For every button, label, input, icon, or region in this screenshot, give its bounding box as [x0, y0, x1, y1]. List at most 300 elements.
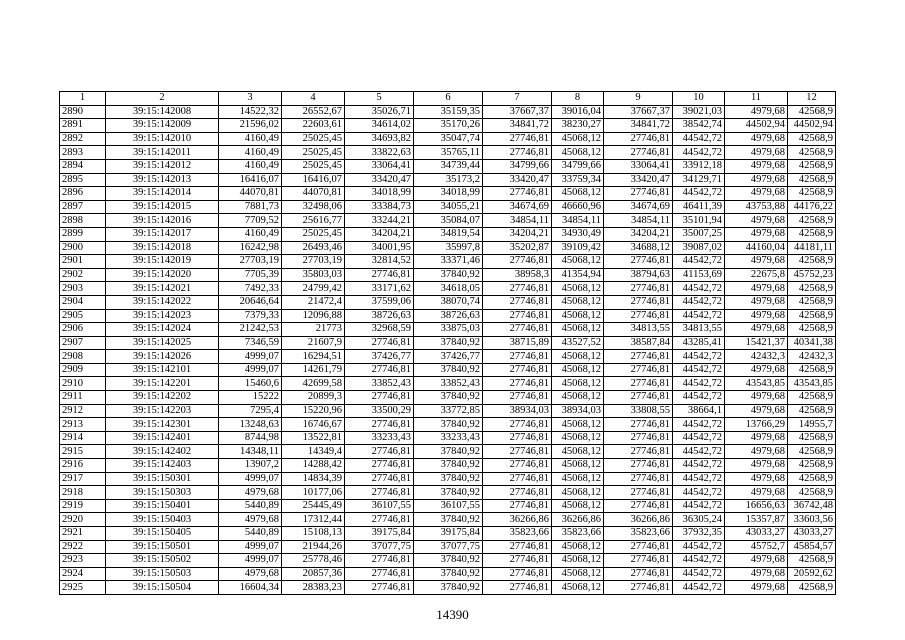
table-cell: 27746,81	[604, 431, 673, 445]
table-row	[60, 282, 836, 296]
table-cell: 43527,52	[552, 336, 604, 350]
table-cell: 44070,81	[219, 187, 282, 201]
table-cell: 2917	[60, 472, 106, 486]
table-cell: 33822,63	[345, 146, 414, 160]
table-cell: 34841,72	[604, 119, 673, 133]
table-cell: 42568,9	[788, 282, 836, 296]
table-cell: 37599,06	[345, 295, 414, 309]
table-cell: 7881,73	[219, 200, 282, 214]
table-cell: 2923	[60, 554, 106, 568]
table-cell: 12	[788, 92, 836, 106]
table-row	[60, 554, 836, 568]
table-cell: 27746,81	[345, 459, 414, 473]
table-cell: 27746,81	[345, 418, 414, 432]
table-cell: 16416,07	[219, 173, 282, 187]
table-cell: 4999,07	[219, 363, 282, 377]
table-cell: 27746,81	[604, 581, 673, 595]
table-cell: 33875,03	[414, 323, 483, 337]
table-cell: 34693,82	[345, 132, 414, 146]
table-cell: 38726,63	[414, 309, 483, 323]
table-cell: 45068,12	[552, 309, 604, 323]
table-cell: 42568,9	[788, 295, 836, 309]
table-cell: 40341,38	[788, 336, 836, 350]
table-cell: 36266,86	[552, 513, 604, 527]
table-cell: 27746,81	[345, 268, 414, 282]
table-cell: 21607,9	[282, 336, 345, 350]
table-cell: 35047,74	[414, 132, 483, 146]
table-cell: 10	[673, 92, 725, 106]
table-cell: 39:15:150502	[106, 554, 219, 568]
table-cell: 45068,12	[552, 295, 604, 309]
table-cell: 42568,9	[788, 323, 836, 337]
table-cell: 45068,12	[552, 431, 604, 445]
table-cell: 4979,68	[725, 214, 788, 228]
table-cell: 38934,03	[483, 404, 552, 418]
table-row	[60, 472, 836, 486]
table-row	[60, 241, 836, 255]
table-cell: 38715,89	[483, 336, 552, 350]
table-cell: 27746,81	[483, 581, 552, 595]
table-cell: 39:15:142018	[106, 241, 219, 255]
table-cell: 2914	[60, 431, 106, 445]
table-cell: 44542,72	[673, 391, 725, 405]
table-cell: 21472,4	[282, 295, 345, 309]
table-cell: 27746,81	[483, 132, 552, 146]
table-cell: 37667,37	[604, 105, 673, 119]
table-cell: 15222	[219, 391, 282, 405]
table-cell: 45068,12	[552, 363, 604, 377]
table-cell: 45854,57	[788, 540, 836, 554]
table-cell: 42568,9	[788, 105, 836, 119]
table-cell: 2895	[60, 173, 106, 187]
table-cell: 4979,68	[725, 159, 788, 173]
table-cell: 27746,81	[483, 459, 552, 473]
table-cell: 44542,72	[673, 567, 725, 581]
table-cell: 38542,74	[673, 119, 725, 133]
table-row	[60, 146, 836, 160]
table-cell: 2896	[60, 187, 106, 201]
table-cell: 27746,81	[604, 363, 673, 377]
table-cell: 11	[725, 92, 788, 106]
table-cell: 42568,9	[788, 445, 836, 459]
table-cell: 43285,41	[673, 336, 725, 350]
page-number: 14390	[436, 607, 469, 622]
table-cell: 15220,96	[282, 404, 345, 418]
table-cell: 14348,11	[219, 445, 282, 459]
table-cell: 27746,81	[483, 418, 552, 432]
table-cell: 45068,12	[552, 132, 604, 146]
table-cell: 42568,9	[788, 363, 836, 377]
table-cell: 37840,92	[414, 554, 483, 568]
table-cell: 4	[282, 92, 345, 106]
table-cell: 28383,23	[282, 581, 345, 595]
table-cell: 22603,61	[282, 119, 345, 133]
table-cell: 2910	[60, 377, 106, 391]
table-cell: 34129,71	[673, 173, 725, 187]
table-cell: 44181,11	[788, 241, 836, 255]
table-cell: 15357,87	[725, 513, 788, 527]
table-cell: 33384,73	[345, 200, 414, 214]
table-cell: 42568,9	[788, 459, 836, 473]
table-cell: 35007,25	[673, 227, 725, 241]
table-cell: 4979,68	[725, 309, 788, 323]
table-cell: 14955,7	[788, 418, 836, 432]
table-cell: 34739,44	[414, 159, 483, 173]
table-cell: 45068,12	[552, 445, 604, 459]
table-cell: 27746,81	[483, 323, 552, 337]
table-cell: 15108,13	[282, 527, 345, 541]
table-cell: 16294,51	[282, 350, 345, 364]
table-cell: 35101,94	[673, 214, 725, 228]
table-cell: 39:15:142203	[106, 404, 219, 418]
table-cell: 4979,68	[725, 486, 788, 500]
table-cell: 39:15:142025	[106, 336, 219, 350]
table-cell: 27746,81	[483, 187, 552, 201]
table-cell: 43033,27	[788, 527, 836, 541]
table-cell: 4999,07	[219, 472, 282, 486]
table-cell: 35159,35	[414, 105, 483, 119]
table-cell: 27746,81	[483, 554, 552, 568]
table-cell: 27746,81	[483, 146, 552, 160]
table-cell: 2922	[60, 540, 106, 554]
table-row	[60, 268, 836, 282]
table-cell: 45752,7	[725, 540, 788, 554]
table-cell: 45068,12	[552, 391, 604, 405]
table-cell: 38587,84	[604, 336, 673, 350]
table-cell: 34001,95	[345, 241, 414, 255]
table-cell: 45068,12	[552, 187, 604, 201]
table-cell: 36305,24	[673, 513, 725, 527]
table-cell: 39:15:142403	[106, 459, 219, 473]
table-cell: 27746,81	[483, 486, 552, 500]
table-cell: 39:15:142009	[106, 119, 219, 133]
table-cell: 39:15:142014	[106, 187, 219, 201]
table-cell: 37840,92	[414, 567, 483, 581]
table-cell: 2902	[60, 268, 106, 282]
table-row	[60, 132, 836, 146]
table-cell: 43753,88	[725, 200, 788, 214]
table-cell: 45068,12	[552, 146, 604, 160]
table-row	[60, 499, 836, 513]
table-cell: 7346,59	[219, 336, 282, 350]
table-cell: 9	[604, 92, 673, 106]
table-cell: 44542,72	[673, 363, 725, 377]
table-cell: 39:15:142101	[106, 363, 219, 377]
table-cell: 35765,11	[414, 146, 483, 160]
table-cell: 2890	[60, 105, 106, 119]
table-cell: 34018,99	[414, 187, 483, 201]
table-cell: 27746,81	[483, 540, 552, 554]
table-cell: 27746,81	[345, 363, 414, 377]
table-cell: 27746,81	[604, 377, 673, 391]
table-cell: 42568,9	[788, 309, 836, 323]
table-cell: 37840,92	[414, 391, 483, 405]
table-cell: 34841,72	[483, 119, 552, 133]
table-cell: 4979,68	[725, 255, 788, 269]
table-cell: 33064,41	[604, 159, 673, 173]
table-cell: 42568,9	[788, 255, 836, 269]
table-cell: 35202,87	[483, 241, 552, 255]
table-cell: 37840,92	[414, 363, 483, 377]
table-cell: 33371,46	[414, 255, 483, 269]
table-cell: 33852,43	[345, 377, 414, 391]
table-cell: 39:15:142022	[106, 295, 219, 309]
table-cell: 37840,92	[414, 336, 483, 350]
table-body	[60, 92, 836, 595]
table-cell: 42568,9	[788, 554, 836, 568]
table-cell: 42432,3	[788, 350, 836, 364]
table-cell: 39:15:142402	[106, 445, 219, 459]
table-header-row	[60, 92, 836, 106]
table-cell: 34018,99	[345, 187, 414, 201]
table-cell: 2916	[60, 459, 106, 473]
table-cell: 34618,05	[414, 282, 483, 296]
table-cell: 2894	[60, 159, 106, 173]
table-cell: 10177,06	[282, 486, 345, 500]
table-row	[60, 323, 836, 337]
table-cell: 27746,81	[345, 554, 414, 568]
table-cell: 26552,67	[282, 105, 345, 119]
table-cell: 39:15:150301	[106, 472, 219, 486]
table-row	[60, 187, 836, 201]
table-cell: 33244,21	[345, 214, 414, 228]
table-cell: 37840,92	[414, 445, 483, 459]
table-cell: 27746,81	[604, 282, 673, 296]
table-cell: 27746,81	[483, 499, 552, 513]
table-cell: 25616,77	[282, 214, 345, 228]
table-cell: 7709,52	[219, 214, 282, 228]
table-cell: 38726,63	[345, 309, 414, 323]
table-cell: 32814,52	[345, 255, 414, 269]
table-cell: 42568,9	[788, 391, 836, 405]
table-cell: 46411,39	[673, 200, 725, 214]
table-cell: 4979,68	[725, 323, 788, 337]
table-cell: 27746,81	[345, 391, 414, 405]
table-cell: 33171,62	[345, 282, 414, 296]
table-cell: 46660,96	[552, 200, 604, 214]
table-cell: 27746,81	[483, 377, 552, 391]
table-cell: 27746,81	[483, 295, 552, 309]
table-cell: 39:15:150405	[106, 527, 219, 541]
table-cell: 25778,46	[282, 554, 345, 568]
table-cell: 17312,44	[282, 513, 345, 527]
table-cell: 44176,22	[788, 200, 836, 214]
table-cell: 39:15:142020	[106, 268, 219, 282]
table-row	[60, 214, 836, 228]
table-cell: 27746,81	[345, 486, 414, 500]
table-cell: 4979,68	[725, 282, 788, 296]
table-cell: 39016,04	[552, 105, 604, 119]
table-cell: 33233,43	[345, 431, 414, 445]
table-cell: 33603,56	[788, 513, 836, 527]
table-cell: 27746,81	[483, 255, 552, 269]
table-cell: 4999,07	[219, 554, 282, 568]
table-cell: 33420,47	[483, 173, 552, 187]
table-cell: 42568,9	[788, 214, 836, 228]
table-cell: 4160,49	[219, 227, 282, 241]
table-cell: 4979,68	[725, 567, 788, 581]
table-cell: 42568,9	[788, 146, 836, 160]
table-cell: 16656,63	[725, 499, 788, 513]
table-cell: 27746,81	[483, 282, 552, 296]
table-row	[60, 363, 836, 377]
table-row	[60, 255, 836, 269]
table-cell: 45068,12	[552, 377, 604, 391]
table-cell: 4979,68	[725, 472, 788, 486]
table-cell: 39:15:142010	[106, 132, 219, 146]
table-cell: 33500,29	[345, 404, 414, 418]
table-cell: 37077,75	[345, 540, 414, 554]
table-cell: 7492,33	[219, 282, 282, 296]
table-cell: 20899,3	[282, 391, 345, 405]
table-cell: 44542,72	[673, 472, 725, 486]
table-cell: 4979,68	[725, 105, 788, 119]
table-cell: 15421,37	[725, 336, 788, 350]
table-cell: 37840,92	[414, 486, 483, 500]
table-cell: 36266,86	[604, 513, 673, 527]
table-cell: 44542,72	[673, 132, 725, 146]
table-cell: 37840,92	[414, 268, 483, 282]
table-cell: 39:15:142021	[106, 282, 219, 296]
table-cell: 13248,63	[219, 418, 282, 432]
table-cell: 42568,9	[788, 227, 836, 241]
table-cell: 7	[483, 92, 552, 106]
table-cell: 37840,92	[414, 581, 483, 595]
table-cell: 14522,32	[219, 105, 282, 119]
table-cell: 34204,21	[604, 227, 673, 241]
table-cell: 39:15:142012	[106, 159, 219, 173]
table-cell: 44542,72	[673, 581, 725, 595]
table-cell: 2904	[60, 295, 106, 309]
table-cell: 37932,35	[673, 527, 725, 541]
table-cell: 13766,29	[725, 418, 788, 432]
table-cell: 42568,9	[788, 404, 836, 418]
table-cell: 41153,69	[673, 268, 725, 282]
table-row	[60, 445, 836, 459]
table-cell: 27746,81	[604, 187, 673, 201]
table-cell: 2906	[60, 323, 106, 337]
table-row	[60, 173, 836, 187]
table-cell: 34854,11	[604, 214, 673, 228]
table-cell: 43543,85	[725, 377, 788, 391]
table-cell: 34799,66	[483, 159, 552, 173]
table-cell: 42568,9	[788, 431, 836, 445]
table-cell: 13522,81	[282, 431, 345, 445]
table-cell: 4160,49	[219, 132, 282, 146]
table-cell: 44542,72	[673, 445, 725, 459]
table-cell: 44502,94	[725, 119, 788, 133]
table-cell: 27746,81	[604, 554, 673, 568]
table-cell: 33064,41	[345, 159, 414, 173]
table-cell: 34813,55	[673, 323, 725, 337]
table-cell: 39:15:150401	[106, 499, 219, 513]
table-cell: 34614,02	[345, 119, 414, 133]
table-cell: 13907,2	[219, 459, 282, 473]
table-cell: 1	[60, 92, 106, 106]
table-row	[60, 295, 836, 309]
table-cell: 27746,81	[604, 540, 673, 554]
table-cell: 42568,9	[788, 159, 836, 173]
table-cell: 33772,85	[414, 404, 483, 418]
table-cell: 4979,68	[725, 173, 788, 187]
table-cell: 27746,81	[483, 363, 552, 377]
table-row	[60, 540, 836, 554]
table-cell: 4160,49	[219, 159, 282, 173]
table-cell: 7295,4	[219, 404, 282, 418]
table-cell: 44542,72	[673, 187, 725, 201]
table-cell: 2893	[60, 146, 106, 160]
table-cell: 33420,47	[345, 173, 414, 187]
table-row	[60, 581, 836, 595]
table-cell: 37840,92	[414, 472, 483, 486]
table-cell: 35173,2	[414, 173, 483, 187]
table-cell: 44542,72	[673, 540, 725, 554]
table-cell: 39:15:142024	[106, 323, 219, 337]
table-cell: 35997,8	[414, 241, 483, 255]
table-cell: 27746,81	[483, 391, 552, 405]
table-cell: 2907	[60, 336, 106, 350]
table-row	[60, 486, 836, 500]
table-cell: 34674,69	[483, 200, 552, 214]
table-cell: 2912	[60, 404, 106, 418]
table-cell: 2908	[60, 350, 106, 364]
table-cell: 2925	[60, 581, 106, 595]
table-cell: 6	[414, 92, 483, 106]
table-cell: 44542,72	[673, 255, 725, 269]
table-cell: 2900	[60, 241, 106, 255]
table-row	[60, 159, 836, 173]
table-cell: 4979,68	[219, 486, 282, 500]
table-cell: 44542,72	[673, 486, 725, 500]
table-row	[60, 459, 836, 473]
table-cell: 27746,81	[604, 132, 673, 146]
table-cell: 24799,42	[282, 282, 345, 296]
table-cell: 21773	[282, 323, 345, 337]
table-cell: 42568,9	[788, 173, 836, 187]
table-cell: 37840,92	[414, 418, 483, 432]
table-row	[60, 200, 836, 214]
table-row	[60, 119, 836, 133]
table-cell: 34204,21	[483, 227, 552, 241]
table-cell: 20592,62	[788, 567, 836, 581]
table-cell: 39:15:142023	[106, 309, 219, 323]
table-cell: 27746,81	[604, 499, 673, 513]
table-cell: 39:15:142202	[106, 391, 219, 405]
table-cell: 45068,12	[552, 472, 604, 486]
table-cell: 35823,66	[604, 527, 673, 541]
table-cell: 37840,92	[414, 459, 483, 473]
table-cell: 34854,11	[552, 214, 604, 228]
table-cell: 39:15:142019	[106, 255, 219, 269]
table-cell: 39:15:150501	[106, 540, 219, 554]
table-cell: 33233,43	[414, 431, 483, 445]
table-cell: 33420,47	[604, 173, 673, 187]
table-cell: 44542,72	[673, 309, 725, 323]
table-cell: 27746,81	[604, 445, 673, 459]
table-cell: 33759,34	[552, 173, 604, 187]
table-cell: 32498,06	[282, 200, 345, 214]
table-cell: 4979,68	[725, 227, 788, 241]
table-cell: 20646,64	[219, 295, 282, 309]
table-cell: 4979,68	[725, 404, 788, 418]
table-cell: 27746,81	[604, 418, 673, 432]
table-cell: 2901	[60, 255, 106, 269]
table-cell: 27703,19	[219, 255, 282, 269]
table-cell: 44542,72	[673, 282, 725, 296]
table-cell: 39175,84	[414, 527, 483, 541]
table-row	[60, 391, 836, 405]
table-row	[60, 567, 836, 581]
